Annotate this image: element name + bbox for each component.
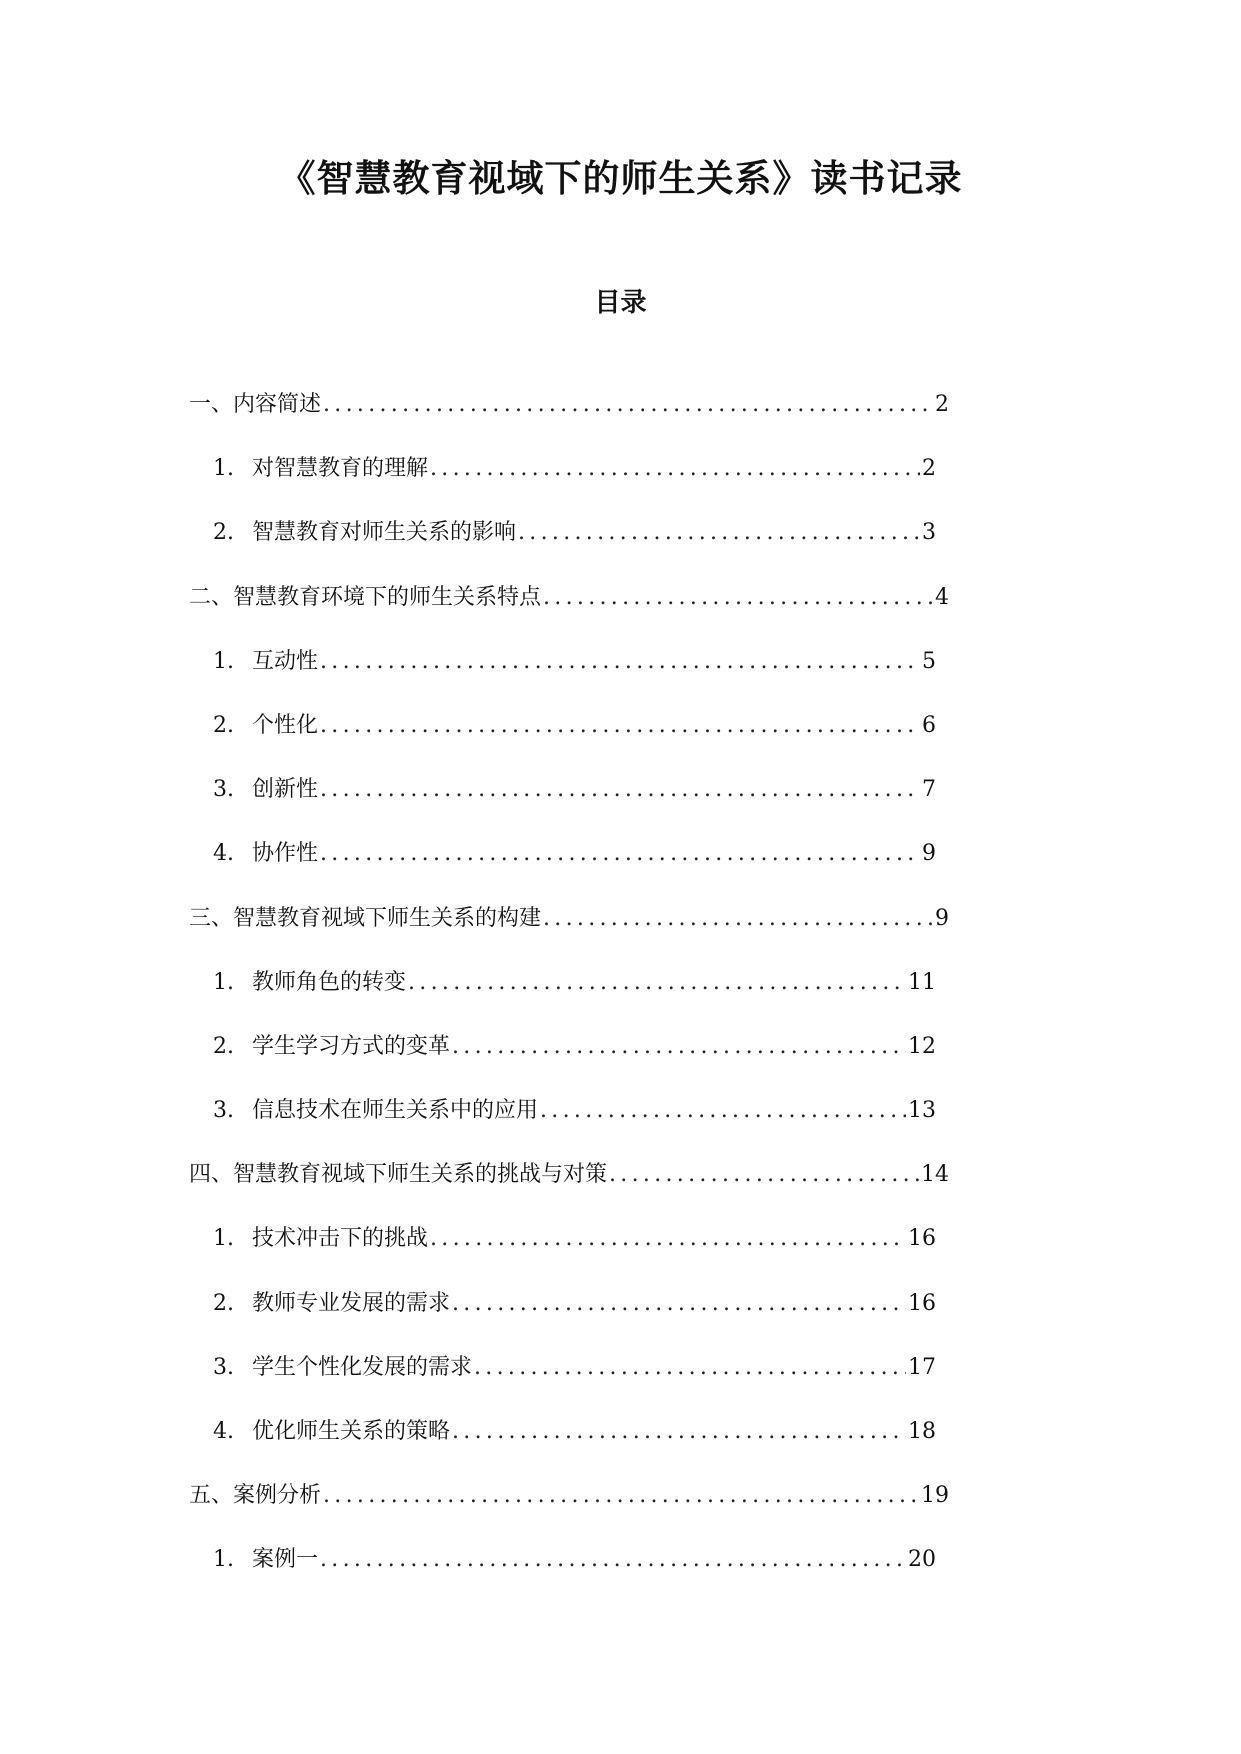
toc-page-number: 4: [935, 585, 949, 610]
toc-dot-leader: [452, 1287, 906, 1321]
toc-page-number: 12: [908, 1034, 936, 1059]
toc-page-number: 2: [922, 456, 936, 481]
toc-entry-subsection[interactable]: [213, 452, 936, 486]
toc-dot-leader: [320, 645, 920, 679]
toc-entry-number: 2.: [213, 1291, 234, 1316]
toc-entry-label: 一、内容简述: [189, 392, 322, 417]
toc-page-number: 18: [908, 1419, 936, 1444]
toc-entry-label: 对智慧教育的理解: [252, 456, 429, 481]
toc-entry-number: 2.: [213, 1034, 234, 1059]
toc-dot-leader: [408, 966, 906, 1000]
toc-entry-number: 4.: [213, 1419, 234, 1444]
toc-entry-section-3[interactable]: [189, 902, 949, 936]
toc-dot-leader: [320, 709, 920, 743]
toc-entry-label: 案例一: [252, 1547, 319, 1572]
document-title: 《智慧教育视域下的师生关系》读书记录: [278, 157, 963, 200]
toc-dot-leader: [430, 1222, 906, 1256]
toc-entry-label: 优化师生关系的策略: [252, 1419, 451, 1444]
toc-page-number: 20: [908, 1547, 936, 1572]
toc-entry-subsection[interactable]: [213, 773, 936, 807]
toc-page-number: 9: [922, 841, 936, 866]
toc-entry-subsection[interactable]: [213, 1030, 936, 1064]
toc-heading: 目录: [594, 288, 647, 318]
toc-entry-subsection[interactable]: [213, 1415, 936, 1449]
toc-dot-leader: [323, 1479, 919, 1513]
toc-page-number: 3: [922, 520, 936, 545]
toc-entry-subsection[interactable]: [213, 645, 936, 679]
toc-entry-label: 协作性: [252, 841, 319, 866]
toc-dot-leader: [323, 388, 933, 422]
toc-page-number: 14: [921, 1162, 949, 1187]
toc-dot-leader: [320, 837, 920, 871]
toc-dot-leader: [543, 902, 933, 936]
toc-dot-leader: [430, 452, 920, 486]
toc-entry-label: 三、智慧教育视域下师生关系的构建: [189, 906, 542, 931]
toc-entry-section-5[interactable]: [189, 1479, 949, 1513]
toc-entry-label: 学生个性化发展的需求: [252, 1355, 473, 1380]
toc-entry-label: 创新性: [252, 777, 319, 802]
toc-entry-number: 3.: [213, 1098, 234, 1123]
toc-page-number: 11: [908, 970, 936, 995]
toc-entry-label: 互动性: [252, 649, 319, 674]
toc-dot-leader: [452, 1030, 906, 1064]
toc-entry-subsection[interactable]: [213, 837, 936, 871]
toc-entry-subsection[interactable]: [213, 1222, 936, 1256]
toc-entry-label: 信息技术在师生关系中的应用: [252, 1098, 539, 1123]
toc-entry-subsection[interactable]: [213, 709, 936, 743]
toc-dot-leader: [452, 1415, 906, 1449]
toc-page-number: 7: [922, 777, 936, 802]
toc-dot-leader: [543, 581, 933, 615]
toc-entry-label: 教师专业发展的需求: [252, 1291, 451, 1316]
toc-entry-subsection[interactable]: [213, 1543, 936, 1577]
toc-page-number: 9: [935, 906, 949, 931]
toc-entry-label: 学生学习方式的变革: [252, 1034, 451, 1059]
toc-page-number: 13: [908, 1098, 936, 1123]
toc-entry-number: 2.: [213, 520, 234, 545]
toc-entry-section-4[interactable]: [189, 1158, 949, 1192]
toc-page-number: 5: [922, 649, 936, 674]
toc-dot-leader: [320, 1543, 906, 1577]
toc-dot-leader: [320, 773, 920, 807]
toc-dot-leader: [540, 1094, 906, 1128]
toc-entry-number: 4.: [213, 841, 234, 866]
toc-entry-subsection[interactable]: [213, 1287, 936, 1321]
toc-entry-number: 1.: [213, 456, 234, 481]
toc-entry-number: 3.: [213, 777, 234, 802]
toc-entry-section-1[interactable]: [189, 388, 949, 422]
toc-entry-number: 1.: [213, 649, 234, 674]
toc-entry-number: 1.: [213, 970, 234, 995]
toc-entry-label: 智慧教育对师生关系的影响: [252, 520, 517, 545]
toc-entry-subsection[interactable]: [213, 516, 936, 550]
toc-dot-leader: [474, 1351, 906, 1385]
toc-entry-label: 二、智慧教育环境下的师生关系特点: [189, 585, 542, 610]
toc-entry-label: 四、智慧教育视域下师生关系的挑战与对策: [189, 1162, 608, 1187]
toc-entry-number: 1.: [213, 1226, 234, 1251]
toc-dot-leader: [518, 516, 920, 550]
toc-entry-number: 1.: [213, 1547, 234, 1572]
toc-entry-subsection[interactable]: [213, 1094, 936, 1128]
toc-entry-section-2[interactable]: [189, 581, 949, 615]
toc-entry-subsection[interactable]: [213, 1351, 936, 1385]
toc-dot-leader: [609, 1158, 919, 1192]
toc-entry-subsection[interactable]: [213, 966, 936, 1000]
toc-entry-number: 2.: [213, 713, 234, 738]
toc-entry-label: 五、案例分析: [189, 1483, 322, 1508]
toc-entry-label: 技术冲击下的挑战: [252, 1226, 429, 1251]
toc-page-number: 16: [908, 1226, 936, 1251]
toc-page-number: 2: [935, 392, 949, 417]
toc-page-number: 19: [921, 1483, 949, 1508]
toc-page-number: 17: [908, 1355, 936, 1380]
toc-entry-label: 个性化: [252, 713, 319, 738]
toc-entry-number: 3.: [213, 1355, 234, 1380]
toc-page-number: 6: [922, 713, 936, 738]
toc-page-number: 16: [908, 1291, 936, 1316]
toc-entry-label: 教师角色的转变: [252, 970, 407, 995]
